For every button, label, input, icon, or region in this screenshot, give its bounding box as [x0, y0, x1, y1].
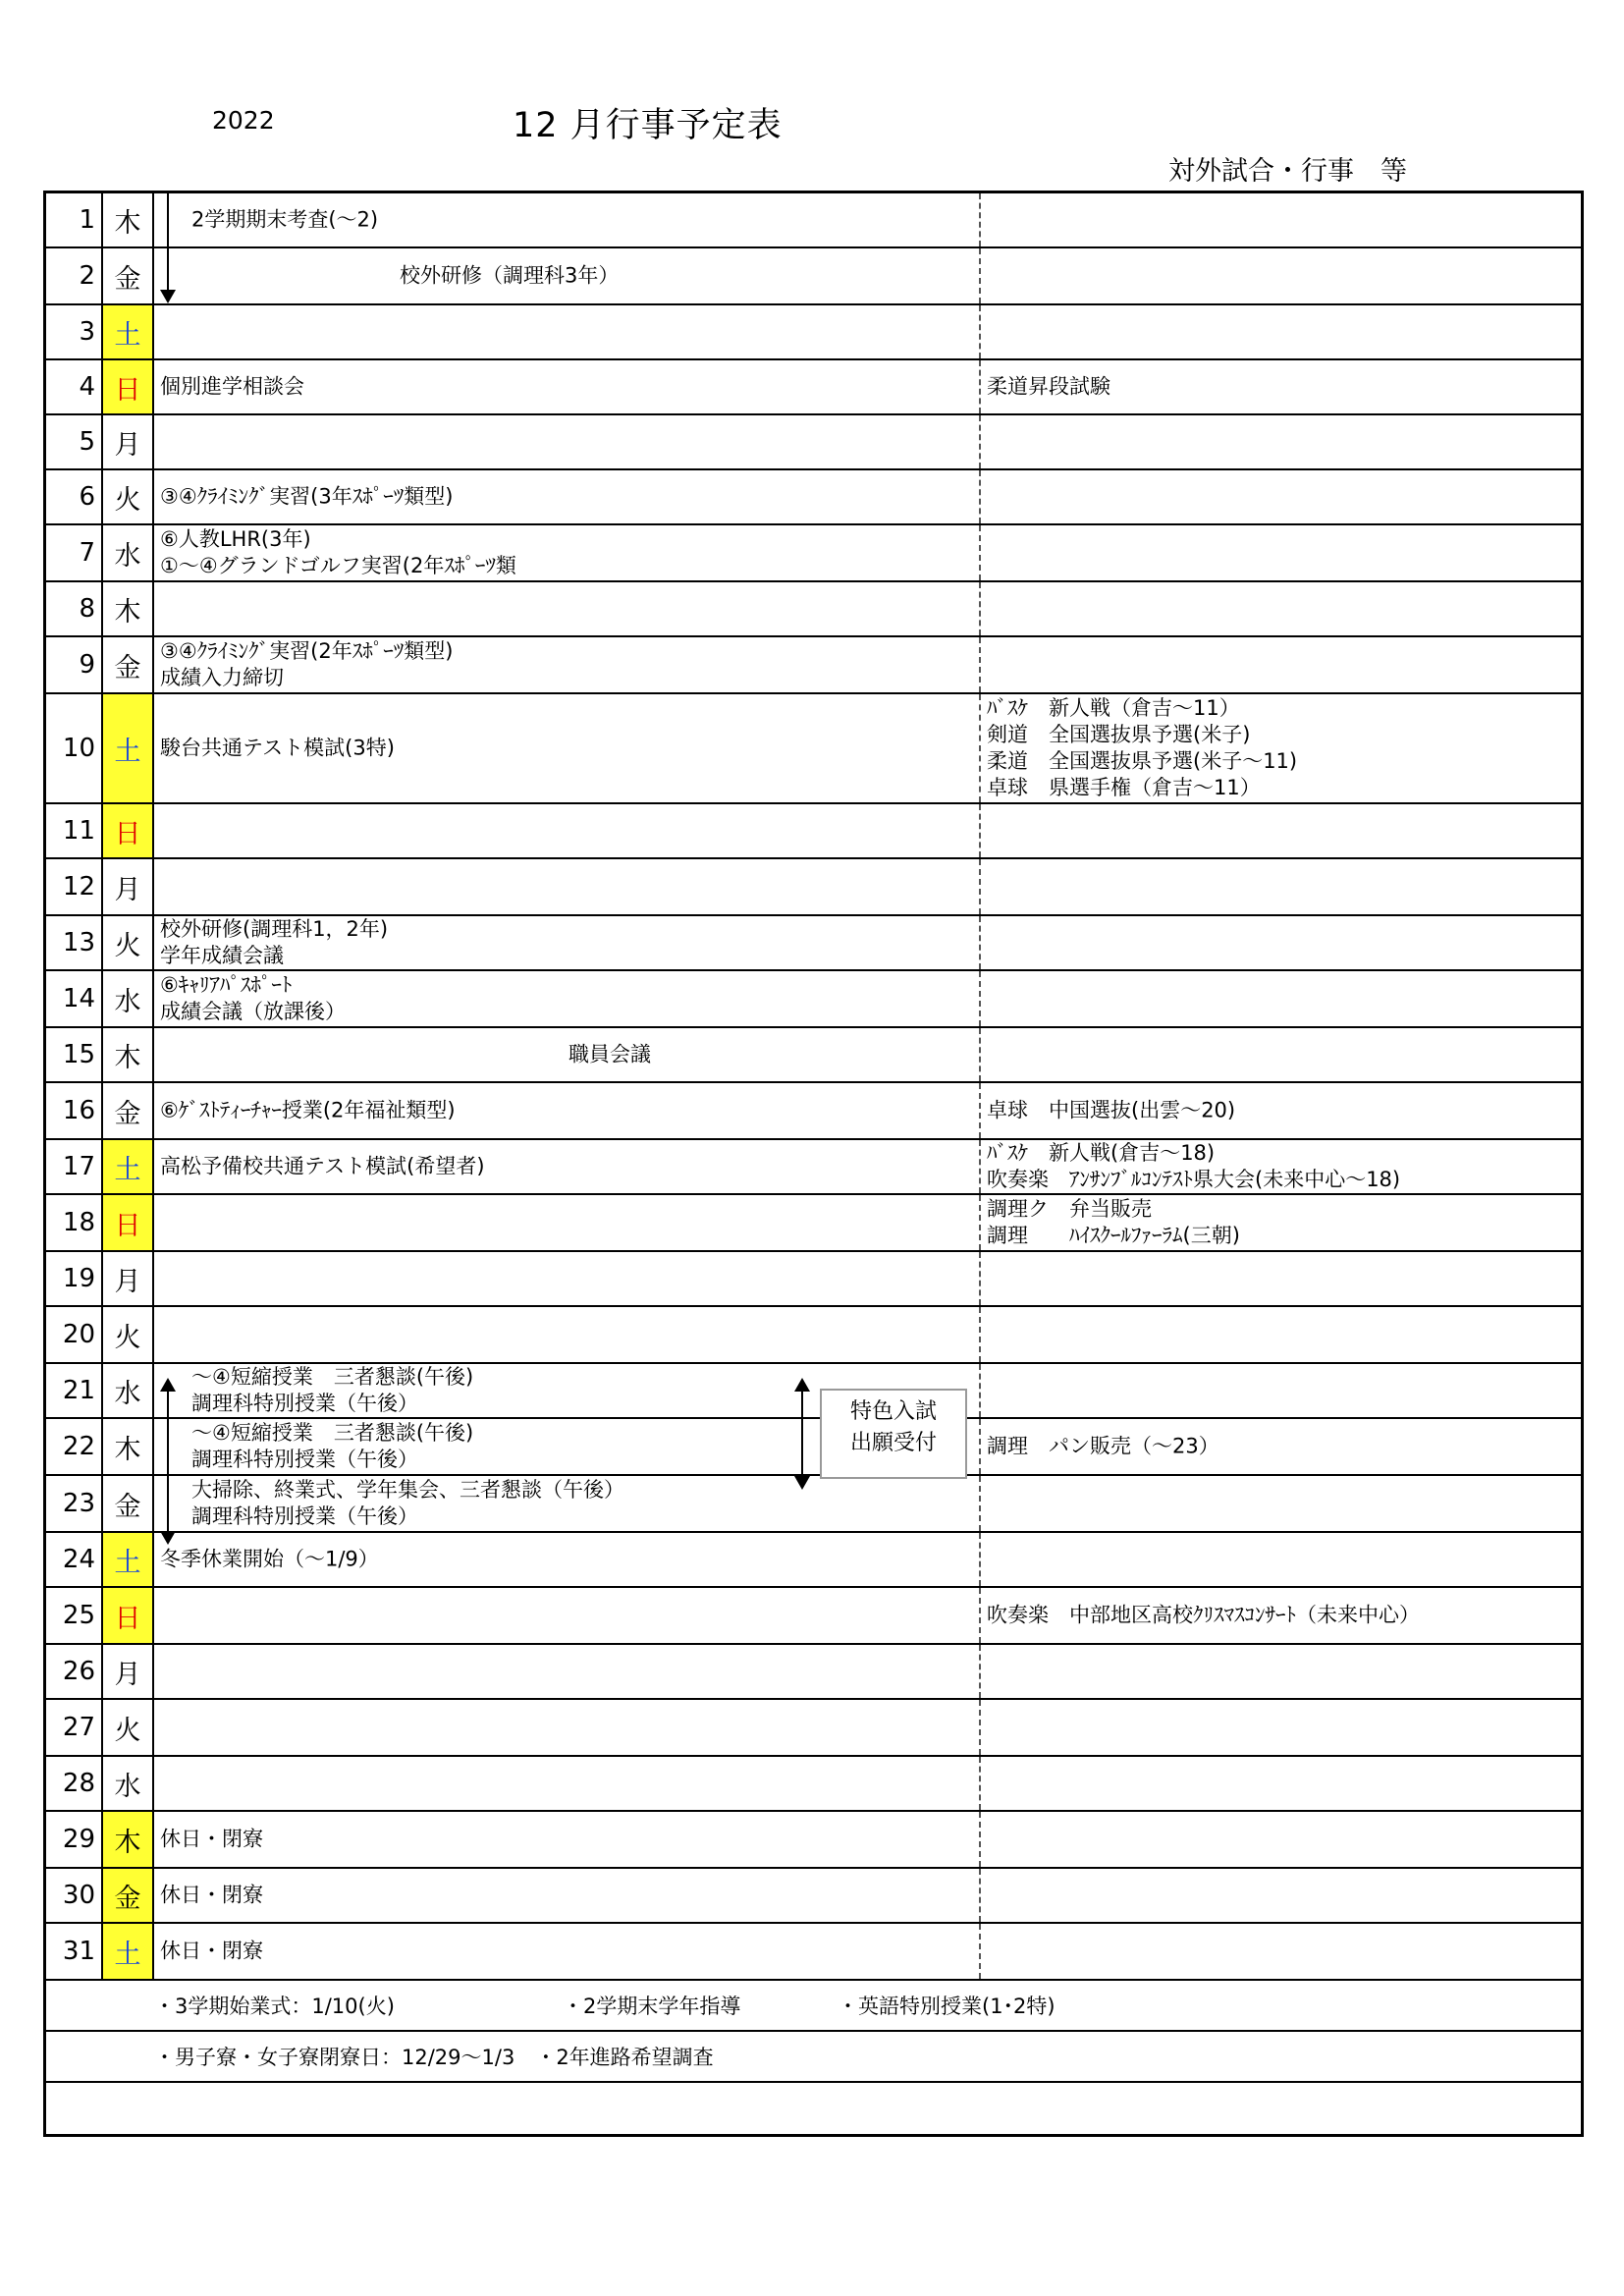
- day-number: 31: [46, 1924, 103, 1979]
- day-row: [46, 1195, 1581, 1252]
- school-events: [154, 1588, 981, 1643]
- cell-line: ③④ｸﾗｲﾐﾝｸﾞ実習(3年ｽﾎﾟｰﾂ類型): [160, 484, 454, 509]
- external-events: [981, 1195, 1581, 1250]
- school-events: [154, 360, 981, 413]
- cell-lines: [987, 1098, 1235, 1124]
- external-events: [981, 525, 1581, 580]
- day-number: 24: [46, 1533, 103, 1586]
- external-events: [981, 248, 1581, 303]
- external-events: [981, 193, 1581, 246]
- day-row: [46, 305, 1581, 360]
- day-row: [46, 193, 1581, 248]
- external-events: [981, 1533, 1581, 1586]
- weekday: 火: [103, 1700, 154, 1755]
- external-events: [981, 1645, 1581, 1698]
- school-events: [154, 1195, 981, 1250]
- note-text: ・2学期末学年指導: [563, 1995, 741, 2018]
- day-row: [46, 859, 1581, 916]
- cell-lines: [160, 1154, 485, 1180]
- day-row: [46, 582, 1581, 637]
- school-events: [154, 1533, 981, 1586]
- day-number: 1: [46, 193, 103, 246]
- year-label: 2022: [212, 106, 275, 135]
- cell-line: 個別進学相談会: [160, 374, 304, 399]
- cell-line: ～④短縮授業 三者懇談(午後): [191, 1421, 474, 1445]
- day-row: [46, 1645, 1581, 1700]
- note-text: ・男子寮・女子寮閉寮日：12/29～1/3 ・2年進路希望調査: [154, 2046, 714, 2069]
- day-row: [46, 1028, 1581, 1083]
- weekday: 日: [103, 1195, 154, 1250]
- day-number: 16: [46, 1083, 103, 1138]
- external-events: [981, 1419, 1581, 1474]
- cell-line: 調理 ﾊｲｽｸｰﾙﾌｧｰﾗﾑ(三朝): [987, 1224, 1240, 1247]
- cell-line: ﾊﾞｽｹ 新人戦(倉吉～18): [987, 1141, 1216, 1165]
- external-events: [981, 1812, 1581, 1867]
- external-events: [981, 916, 1581, 969]
- external-events: [981, 1307, 1581, 1362]
- box-line: 出願受付: [849, 1431, 937, 1455]
- day-number: 6: [46, 470, 103, 523]
- cell-lines: [160, 736, 395, 762]
- external-events: [981, 637, 1581, 692]
- weekday: 土: [103, 1924, 154, 1979]
- day-row: [46, 804, 1581, 859]
- day-row: [46, 1140, 1581, 1195]
- school-events: [154, 305, 981, 358]
- day-row: [46, 1476, 1581, 1533]
- column-caption: 対外試合・行事 等: [1168, 156, 1407, 187]
- external-events: [981, 1588, 1581, 1643]
- weekday: 水: [103, 1757, 154, 1810]
- event-text: 校外研修（調理科3年）: [400, 263, 620, 288]
- school-events: [154, 1140, 981, 1193]
- cell-line: ﾊﾞｽｹ 新人戦（倉吉～11）: [987, 696, 1240, 720]
- cell-line: 卓球 県選手権（倉吉～11）: [987, 776, 1261, 799]
- cell-lines: [987, 1140, 1400, 1193]
- blank-row: [46, 2083, 1581, 2134]
- day-number: 9: [46, 637, 103, 692]
- cell-line: 休日・閉寮: [160, 1827, 263, 1851]
- weekday: 木: [103, 193, 154, 246]
- day-number: 13: [46, 916, 103, 969]
- external-events: [981, 1364, 1581, 1417]
- cell-line: 調理科特別授業（午後）: [191, 1448, 418, 1471]
- external-events: [981, 360, 1581, 413]
- cell-line: 駿台共通テスト模試(3特): [160, 736, 395, 760]
- cell-lines: [160, 972, 346, 1025]
- cell-lines: [160, 374, 304, 401]
- cell-lines: [987, 1434, 1219, 1460]
- weekday: 水: [103, 525, 154, 580]
- school-events: [154, 1307, 981, 1362]
- external-events: [981, 470, 1581, 523]
- cell-line: ③④ｸﾗｲﾐﾝｸﾞ実習(2年ｽﾎﾟｰﾂ類型): [160, 639, 454, 663]
- day-number: 21: [46, 1364, 103, 1417]
- school-events: [154, 582, 981, 635]
- weekday: 水: [103, 1364, 154, 1417]
- notes-cell: [46, 1981, 1581, 2030]
- school-events: [154, 1645, 981, 1698]
- day-number: 4: [46, 360, 103, 413]
- cell-line: 学年成績会議: [160, 944, 284, 967]
- external-events: [981, 971, 1581, 1026]
- day-number: 2: [46, 248, 103, 303]
- cell-line: 成績会議（放課後）: [160, 1000, 346, 1023]
- cell-line: 調理科特別授業（午後）: [191, 1392, 418, 1415]
- external-events: [981, 1700, 1581, 1755]
- cell-lines: [191, 1477, 624, 1530]
- cell-line: ～④短縮授業 三者懇談(午後): [191, 1365, 474, 1389]
- cell-line: 吹奏楽 ｱﾝｻﾝﾌﾞﾙｺﾝﾃｽﾄ県大会(未来中心～18): [987, 1168, 1401, 1191]
- weekday: 木: [103, 1812, 154, 1867]
- external-events: [981, 1757, 1581, 1810]
- day-row: [46, 916, 1581, 971]
- school-events: [154, 859, 981, 914]
- day-number: 20: [46, 1307, 103, 1362]
- school-events: [154, 804, 981, 857]
- cell-lines: [987, 1196, 1240, 1249]
- cell-line: 休日・閉寮: [160, 1939, 263, 1963]
- school-events: [154, 916, 981, 969]
- external-events: [981, 804, 1581, 857]
- external-events: [981, 1083, 1581, 1138]
- weekday: 月: [103, 859, 154, 914]
- notes-row: [46, 1981, 1581, 2032]
- cell-lines: [160, 1883, 263, 1909]
- school-events: [154, 1476, 981, 1531]
- external-events: [981, 1924, 1581, 1979]
- day-row: [46, 637, 1581, 694]
- day-row: [46, 1812, 1581, 1869]
- day-number: 29: [46, 1812, 103, 1867]
- weekday: 火: [103, 916, 154, 969]
- notes-cell: [46, 2032, 1581, 2081]
- school-events: [154, 694, 981, 802]
- cell-lines: [191, 1420, 473, 1473]
- range-arrow: [801, 1380, 803, 1488]
- day-row: [46, 470, 1581, 525]
- school-events: [154, 1812, 981, 1867]
- cell-lines: [160, 484, 453, 511]
- cell-line: 高松予備校共通テスト模試(希望者): [160, 1154, 485, 1178]
- day-row: [46, 694, 1581, 804]
- day-number: 27: [46, 1700, 103, 1755]
- school-events: [154, 415, 981, 468]
- range-arrow: [167, 193, 169, 301]
- school-events: [154, 637, 981, 692]
- school-events: [154, 1252, 981, 1305]
- cell-line: 剣道 全国選抜県予選(米子): [987, 723, 1251, 746]
- external-events: [981, 1869, 1581, 1922]
- weekday: 木: [103, 582, 154, 635]
- cell-lines: [160, 1827, 263, 1853]
- admission-note-box: [820, 1389, 967, 1479]
- day-number: 5: [46, 415, 103, 468]
- cell-line: 調理科特別授業（午後）: [191, 1504, 418, 1528]
- cell-line: 柔道昇段試験: [987, 374, 1110, 399]
- weekday: 土: [103, 305, 154, 358]
- school-events: [154, 525, 981, 580]
- weekday: 金: [103, 1869, 154, 1922]
- external-events: [981, 1140, 1581, 1193]
- weekday: 火: [103, 470, 154, 523]
- note-text: ・3学期始業式：1/10(火): [154, 1995, 395, 2018]
- cell-line: ⑥人教LHR(3年): [160, 527, 311, 551]
- school-events: [154, 1700, 981, 1755]
- notes-row: [46, 2032, 1581, 2083]
- weekday: 金: [103, 248, 154, 303]
- cell-lines: [160, 916, 388, 969]
- school-events: [154, 248, 981, 303]
- note-text: ・英語特別授業(1･2特): [838, 1995, 1056, 2018]
- day-number: 10: [46, 694, 103, 802]
- weekday: 火: [103, 1307, 154, 1362]
- cell-lines: [160, 1939, 263, 1965]
- school-events: [154, 1924, 981, 1979]
- day-number: 14: [46, 971, 103, 1026]
- school-events: [154, 1083, 981, 1138]
- cell-lines: [160, 638, 453, 691]
- day-number: 19: [46, 1252, 103, 1305]
- day-number: 11: [46, 804, 103, 857]
- weekday: 月: [103, 1252, 154, 1305]
- day-number: 17: [46, 1140, 103, 1193]
- day-row: [46, 1700, 1581, 1757]
- school-events: [154, 971, 981, 1026]
- range-arrow: [167, 1380, 169, 1543]
- cell-line: 吹奏楽 中部地区高校ｸﾘｽﾏｽｺﾝｻｰﾄ（未来中心）: [987, 1603, 1420, 1627]
- weekday: 日: [103, 804, 154, 857]
- external-events: [981, 415, 1581, 468]
- day-number: 3: [46, 305, 103, 358]
- day-number: 30: [46, 1869, 103, 1922]
- event-text: 職員会議: [568, 1042, 651, 1066]
- day-number: 8: [46, 582, 103, 635]
- weekday: 水: [103, 971, 154, 1026]
- day-number: 15: [46, 1028, 103, 1081]
- weekday: 土: [103, 1533, 154, 1586]
- weekday: 金: [103, 637, 154, 692]
- cell-lines: [987, 695, 1297, 801]
- day-row: [46, 248, 1581, 305]
- day-row: [46, 1419, 1581, 1476]
- day-row: [46, 415, 1581, 470]
- cell-lines: [160, 1547, 379, 1573]
- day-row: [46, 1252, 1581, 1307]
- school-events: [154, 470, 981, 523]
- day-number: 25: [46, 1588, 103, 1643]
- day-number: 28: [46, 1757, 103, 1810]
- cell-lines: [987, 374, 1110, 401]
- cell-lines: [191, 1364, 473, 1417]
- day-row: [46, 1364, 1581, 1419]
- day-row: [46, 1757, 1581, 1812]
- weekday: 月: [103, 415, 154, 468]
- weekday: 木: [103, 1419, 154, 1474]
- cell-line: 冬季休業開始（～1/9）: [160, 1547, 379, 1571]
- cell-line: ⑥ｹﾞｽﾄﾃｨｰﾁｬｰ授業(2年福祉類型): [160, 1098, 456, 1122]
- external-events: [981, 1476, 1581, 1531]
- day-number: 23: [46, 1476, 103, 1531]
- weekday: 日: [103, 360, 154, 413]
- cell-line: 柔道 全国選抜県予選(米子～11): [987, 749, 1298, 773]
- school-events: [154, 1757, 981, 1810]
- weekday: 木: [103, 1028, 154, 1081]
- external-events: [981, 1252, 1581, 1305]
- day-row: [46, 1869, 1581, 1924]
- weekday: 日: [103, 1588, 154, 1643]
- day-number: 18: [46, 1195, 103, 1250]
- external-events: [981, 1028, 1581, 1081]
- external-events: [981, 859, 1581, 914]
- weekday: 金: [103, 1083, 154, 1138]
- cell-line: 成績入力締切: [160, 666, 284, 689]
- day-number: 12: [46, 859, 103, 914]
- day-number: 26: [46, 1645, 103, 1698]
- day-row: [46, 1533, 1581, 1588]
- box-line: 特色入試: [849, 1399, 937, 1424]
- cell-lines: [987, 1603, 1420, 1629]
- cell-line: 卓球 中国選抜(出雲～20): [987, 1098, 1236, 1122]
- external-events: [981, 694, 1581, 802]
- cell-line: 調理ク 弁当販売: [987, 1197, 1152, 1221]
- weekday: 金: [103, 1476, 154, 1531]
- cell-line: 調理 パン販売（～23）: [987, 1434, 1219, 1458]
- day-row: [46, 1588, 1581, 1645]
- weekday: 土: [103, 694, 154, 802]
- day-number: 22: [46, 1419, 103, 1474]
- schedule-table: [43, 191, 1584, 2137]
- day-row: [46, 971, 1581, 1028]
- cell-line: 2学期期末考査(～2): [191, 207, 379, 232]
- cell-line: ⑥ｷｬﾘｱﾊﾟｽﾎﾟｰﾄ: [160, 973, 293, 997]
- cell-line: 休日・閉寮: [160, 1883, 263, 1907]
- school-events: [154, 1869, 981, 1922]
- external-events: [981, 305, 1581, 358]
- cell-lines: [160, 1098, 456, 1124]
- school-events: [154, 1028, 981, 1081]
- weekday: 月: [103, 1645, 154, 1698]
- day-row: [46, 360, 1581, 415]
- cell-lines: [191, 207, 378, 234]
- cell-line: 大掃除、終業式、学年集会、三者懇談（午後）: [191, 1478, 624, 1502]
- external-events: [981, 582, 1581, 635]
- page-title: 12 月行事予定表: [513, 106, 783, 145]
- weekday: 土: [103, 1140, 154, 1193]
- day-row: [46, 1307, 1581, 1364]
- cell-line: ①～④グランドゴルフ実習(2年ｽﾎﾟｰﾂ類: [160, 554, 516, 577]
- cell-lines: [160, 526, 516, 579]
- day-row: [46, 1083, 1581, 1140]
- school-events: [154, 193, 981, 246]
- day-row: [46, 1924, 1581, 1981]
- day-number: 7: [46, 525, 103, 580]
- day-row: [46, 525, 1581, 582]
- cell-line: 校外研修(調理科1，2年): [160, 917, 389, 941]
